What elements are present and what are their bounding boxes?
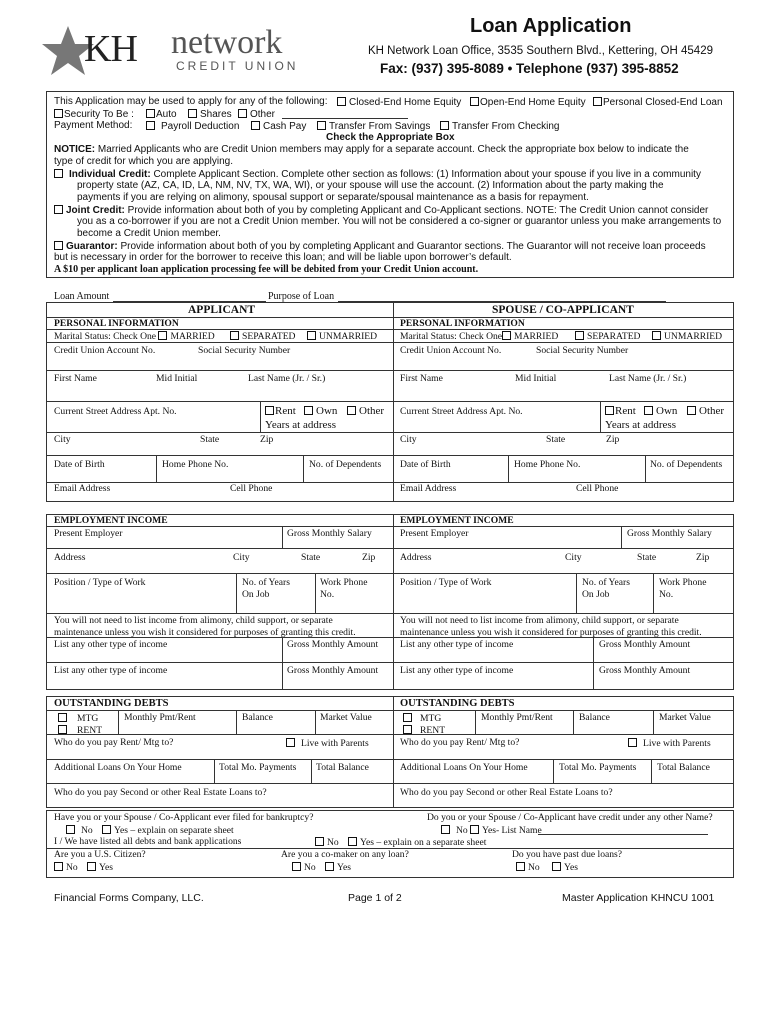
coapplicant-balance-field[interactable]: Balance: [579, 712, 610, 723]
applicant-second-re-field[interactable]: Who do you pay Second or other Real Estate Loans to?: [54, 787, 267, 798]
applicant-mid-initial-field[interactable]: Mid Initial: [156, 373, 198, 384]
applicant-balance-field[interactable]: Balance: [242, 712, 273, 723]
open-end-home-label: Open-End Home Equity: [480, 97, 586, 108]
coapplicant-monthly-pmt-field[interactable]: Monthly Pmt/Rent: [481, 712, 553, 723]
personal-closed-end-label: Personal Closed-End Loan: [603, 97, 723, 108]
citizen-yes-checkbox[interactable]: [87, 862, 96, 871]
coapplicant-separated-label: SEPARATED: [587, 331, 641, 342]
office-contact: Fax: (937) 395-8089 • Telephone (937) 395-8852: [380, 61, 679, 76]
applicant-marital-label: Marital Status: Check One: [54, 331, 157, 342]
coapplicant-rent-debt-label: RENT: [420, 725, 446, 736]
coapplicant-ssn-field[interactable]: Social Security Number: [536, 345, 629, 356]
footer-form-code: Master Application KHNCU 1001: [562, 892, 715, 904]
applicant-employer-state-field[interactable]: State: [301, 552, 321, 563]
applicant-work-phone-label-2: No.: [320, 589, 335, 600]
past-due-yes-label: Yes: [564, 862, 578, 873]
other-name-yes-checkbox[interactable]: [470, 825, 479, 834]
loan-amount-label: Loan Amount: [54, 291, 110, 302]
notice-line1-text: This Application may be used to apply for any of the following:: [54, 96, 328, 107]
coapplicant-first-name-field[interactable]: First Name: [400, 373, 443, 384]
shares-checkbox[interactable]: [188, 109, 197, 118]
listed-all-yes-label: Yes – explain on a separate sheet: [360, 837, 487, 848]
citizen-no-label: No: [66, 862, 78, 873]
coapplicant-alimony-note-2: maintenance unless you wish it considered for purposes of granting this credit.: [400, 627, 702, 638]
bankruptcy-no-label: No: [81, 825, 93, 836]
coapplicant-mtg-checkbox[interactable]: [403, 713, 412, 722]
applicant-unmarried-label: UNMARRIED: [319, 331, 378, 342]
coapplicant-own-checkbox[interactable]: [644, 406, 653, 415]
applicant-debts-heading: OUTSTANDING DEBTS: [54, 698, 169, 709]
coapplicant-married-checkbox[interactable]: [502, 331, 511, 340]
coapplicant-marital-label: Marital Status: Check One: [400, 331, 503, 342]
coapplicant-employment-heading: EMPLOYMENT INCOME: [400, 515, 514, 526]
employment-table: [46, 514, 734, 690]
comaker-question: Are you a co-maker on any loan?: [281, 849, 409, 860]
applicant-city-field[interactable]: City: [54, 434, 71, 445]
transfer-savings-checkbox[interactable]: [317, 121, 326, 130]
coapplicant-market-value-field[interactable]: Market Value: [659, 712, 711, 723]
comaker-no-checkbox[interactable]: [292, 862, 301, 871]
coapplicant-total-balance-field[interactable]: Total Balance: [657, 762, 710, 773]
coapplicant-years-job-label-2: On Job: [582, 589, 610, 600]
applicant-live-parents-checkbox[interactable]: [286, 738, 295, 747]
coapplicant-other-label: Other: [699, 405, 725, 417]
coapplicant-dependents-field[interactable]: No. of Dependents: [650, 459, 723, 470]
individual-credit-checkbox[interactable]: [54, 169, 63, 178]
applicant-dependents-field[interactable]: No. of Dependents: [309, 459, 382, 470]
footer-page-number: Page 1 of 2: [348, 892, 402, 904]
payroll-checkbox[interactable]: [146, 121, 155, 130]
coapplicant-employer-address-field[interactable]: Address: [400, 552, 432, 563]
applicant-who-pay-field[interactable]: Who do you pay Rent/ Mtg to?: [54, 737, 174, 748]
guarantor-label: Guarantor:: [66, 241, 118, 252]
coapplicant-city-field[interactable]: City: [400, 434, 417, 445]
coapplicant-state-field[interactable]: State: [546, 434, 566, 445]
coapplicant-gross-amount-field-2[interactable]: Gross Monthly Amount: [599, 665, 691, 676]
past-due-question: Do you have past due loans?: [512, 849, 623, 860]
coapplicant-zip-field[interactable]: Zip: [606, 434, 620, 445]
applicant-other-checkbox[interactable]: [347, 406, 356, 415]
coapplicant-rent-debt-checkbox[interactable]: [403, 725, 412, 734]
logo-brand: KH: [84, 28, 137, 70]
individual-credit-text-2: property state (AZ, CA, ID, LA, NM, NV, TX, WA, WI), or your spouse will use the account. (2) Information about the party making the: [77, 180, 664, 191]
applicant-years-at-field[interactable]: Years at address: [265, 419, 336, 431]
listed-all-question: I / We have listed all debts and bank applications: [54, 836, 242, 847]
transfer-checking-checkbox[interactable]: [440, 121, 449, 130]
listed-all-no-checkbox[interactable]: [315, 837, 324, 846]
coapplicant-street-field[interactable]: Current Street Address Apt. No.: [400, 406, 523, 417]
bankruptcy-no-checkbox[interactable]: [66, 825, 75, 834]
closed-end-home-checkbox[interactable]: [337, 97, 346, 106]
coapplicant-other-income-field-2[interactable]: List any other type of income: [400, 665, 514, 676]
coapplicant-rent-label: Rent: [615, 405, 636, 417]
applicant-married-checkbox[interactable]: [158, 331, 167, 340]
coapplicant-home-phone-field[interactable]: Home Phone No.: [514, 459, 581, 470]
coapplicant-married-label: MARRIED: [514, 331, 559, 342]
guarantor-checkbox[interactable]: [54, 241, 63, 250]
security-label: Security To Be :: [64, 109, 134, 120]
applicant-other-income-field-2[interactable]: List any other type of income: [54, 665, 168, 676]
applicant-rent-debt-checkbox[interactable]: [58, 725, 67, 734]
coapplicant-other-checkbox[interactable]: [687, 406, 696, 415]
coapplicant-employer-city-field[interactable]: City: [565, 552, 582, 563]
notice-label: NOTICE:: [54, 144, 96, 155]
coapplicant-years-at-field[interactable]: Years at address: [605, 419, 676, 431]
listed-all-no-label: No: [327, 837, 339, 848]
coapplicant-alimony-note: You will not need to list income from alimony, child support, or separate: [400, 615, 679, 626]
other-security-label: Other: [250, 109, 276, 120]
page-title: Loan Application: [470, 15, 632, 37]
office-address: KH Network Loan Office, 3535 Southern Blvd., Kettering, OH 45429: [368, 45, 713, 57]
bankruptcy-yes-label: Yes – explain on separate sheet: [114, 825, 234, 836]
logo: [38, 24, 308, 78]
transfer-checking-label: Transfer From Checking: [452, 121, 560, 132]
coapplicant-email-field[interactable]: Email Address: [400, 483, 457, 494]
citizen-no-checkbox[interactable]: [54, 862, 63, 871]
coapplicant-cell-field[interactable]: Cell Phone: [576, 483, 619, 494]
coapplicant-live-parents-label: Live with Parents: [643, 738, 711, 749]
citizen-yes-label: Yes: [99, 862, 113, 873]
past-due-no-label: No: [528, 862, 540, 873]
open-end-home-checkbox[interactable]: [470, 97, 479, 106]
applicant-rent-label: Rent: [275, 405, 296, 417]
other-name-question: Do you or your Spouse / Co-Applicant have credit under any other Name?: [427, 812, 713, 823]
individual-credit-label: Individual Credit:: [69, 169, 151, 180]
applicant-own-checkbox[interactable]: [304, 406, 313, 415]
coapplicant-gross-salary-field[interactable]: Gross Monthly Salary: [627, 528, 712, 539]
applicant-email-field[interactable]: Email Address: [54, 483, 111, 494]
applicant-dob-field[interactable]: Date of Birth: [54, 459, 105, 470]
applicant-other-income-field[interactable]: List any other type of income: [54, 639, 168, 650]
applicant-mtg-checkbox[interactable]: [58, 713, 67, 722]
applicant-gross-amount-field-2[interactable]: Gross Monthly Amount: [287, 665, 379, 676]
auto-checkbox[interactable]: [146, 109, 155, 118]
coapplicant-additional-loans-field[interactable]: Additional Loans On Your Home: [400, 762, 528, 773]
coapplicant-work-phone-label-2: No.: [659, 589, 674, 600]
payment-method-label: Payment Method:: [54, 120, 133, 131]
past-due-no-checkbox[interactable]: [516, 862, 525, 871]
coapplicant-rent-checkbox[interactable]: [605, 406, 614, 415]
joint-credit-text-3: become a Credit Union member.: [77, 228, 221, 239]
applicant-zip-field[interactable]: Zip: [260, 434, 274, 445]
applicant-other-label: Other: [359, 405, 385, 417]
applicant-monthly-pmt-field[interactable]: Monthly Pmt/Rent: [124, 712, 196, 723]
coapplicant-work-phone-field[interactable]: Work Phone: [659, 577, 707, 588]
applicant-separated-checkbox[interactable]: [230, 331, 239, 340]
joint-credit-label: Joint Credit:: [66, 205, 125, 216]
individual-credit-text-3: payments if you are relying on alimony, spousal support or separate/spousal maintenance as a basis for repayment.: [77, 192, 589, 203]
applicant-gross-salary-field[interactable]: Gross Monthly Salary: [287, 528, 372, 539]
coapplicant-last-name-field[interactable]: Last Name (Jr. / Sr.): [609, 373, 687, 384]
personal-closed-end-checkbox[interactable]: [593, 97, 602, 106]
comaker-yes-label: Yes: [337, 862, 351, 873]
security-checkbox[interactable]: [54, 109, 63, 118]
other-name-no-label: No: [456, 825, 468, 836]
applicant-position-field[interactable]: Position / Type of Work: [54, 577, 146, 588]
payroll-label: Payroll Deduction: [161, 121, 240, 132]
coapplicant-total-payments-field[interactable]: Total Mo. Payments: [559, 762, 637, 773]
coapplicant-unmarried-label: UNMARRIED: [664, 331, 723, 342]
bankruptcy-question: Have you or your Spouse / Co-Applicant ever filed for bankruptcy?: [54, 812, 314, 823]
comaker-yes-checkbox[interactable]: [325, 862, 334, 871]
coapplicant-personal-heading: PERSONAL INFORMATION: [400, 318, 525, 329]
applicant-last-name-field[interactable]: Last Name (Jr. / Sr.): [248, 373, 326, 384]
notice-text-cont: type of credit for which you are applying.: [54, 156, 233, 167]
applicant-account-no-field[interactable]: Credit Union Account No.: [54, 345, 156, 356]
applicant-unmarried-checkbox[interactable]: [307, 331, 316, 340]
applicant-first-name-field[interactable]: First Name: [54, 373, 97, 384]
coapplicant-account-no-field[interactable]: Credit Union Account No.: [400, 345, 502, 356]
other-name-yes-label: Yes- List Name: [482, 825, 542, 836]
closed-end-home-label: Closed-End Home Equity: [349, 97, 462, 108]
joint-credit-text-2: you as a co-borrower if you are not a Credit Union member. You will not be considered a co-signer or guarantor unless you make arrangements to: [77, 216, 722, 227]
applicant-work-phone-field[interactable]: Work Phone: [320, 577, 368, 588]
applicant-state-field[interactable]: State: [200, 434, 220, 445]
coapplicant-own-label: Own: [656, 405, 678, 417]
applicant-separated-label: SEPARATED: [242, 331, 296, 342]
applicant-rent-checkbox[interactable]: [265, 406, 274, 415]
joint-credit-checkbox[interactable]: [54, 205, 63, 214]
applicant-employer-address-field[interactable]: Address: [54, 552, 86, 563]
other-security-checkbox[interactable]: [238, 109, 247, 118]
applicant-gross-amount-field[interactable]: Gross Monthly Amount: [287, 639, 379, 650]
other-name-no-checkbox[interactable]: [441, 825, 450, 834]
bankruptcy-yes-checkbox[interactable]: [102, 825, 111, 834]
notice-text: Married Applicants who are Credit Union members may apply for a separate account. Check the appropriate box below to indicate the: [97, 144, 689, 155]
coapplicant-position-field[interactable]: Position / Type of Work: [400, 577, 492, 588]
check-box-heading: Check the Appropriate Box: [326, 132, 455, 143]
applicant-own-label: Own: [316, 405, 338, 417]
applicant-cell-field[interactable]: Cell Phone: [230, 483, 273, 494]
coapplicant-unmarried-checkbox[interactable]: [652, 331, 661, 340]
applicant-employer-field[interactable]: Present Employer: [54, 528, 123, 539]
coapplicant-dob-field[interactable]: Date of Birth: [400, 459, 451, 470]
applicant-total-payments-field[interactable]: Total Mo. Payments: [219, 762, 297, 773]
applicant-ssn-field[interactable]: Social Security Number: [198, 345, 291, 356]
applicant-market-value-field[interactable]: Market Value: [320, 712, 372, 723]
applicant-street-field[interactable]: Current Street Address Apt. No.: [54, 406, 177, 417]
individual-credit-text: Complete Applicant Section. Complete other section as follows: (1) Information about your spouse if you live in a community: [153, 169, 701, 180]
applicant-personal-heading: PERSONAL INFORMATION: [54, 318, 179, 329]
logo-word: network: [171, 24, 283, 61]
loan-purpose-label: Purpose of Loan: [268, 291, 335, 302]
applicant-additional-loans-field[interactable]: Additional Loans On Your Home: [54, 762, 182, 773]
applicant-employer-zip-field[interactable]: Zip: [362, 552, 376, 563]
citizen-question: Are you a U.S. Citizen?: [54, 849, 146, 860]
listed-all-yes-checkbox[interactable]: [348, 837, 357, 846]
applicant-married-label: MARRIED: [170, 331, 215, 342]
applicant-employer-city-field[interactable]: City: [233, 552, 250, 563]
applicant-employment-heading: EMPLOYMENT INCOME: [54, 515, 168, 526]
coapplicant-separated-checkbox[interactable]: [575, 331, 584, 340]
other-name-field[interactable]: [538, 834, 708, 835]
comaker-no-label: No: [304, 862, 316, 873]
past-due-yes-checkbox[interactable]: [552, 862, 561, 871]
coapplicant-gross-amount-field[interactable]: Gross Monthly Amount: [599, 639, 691, 650]
cash-pay-checkbox[interactable]: [251, 121, 260, 130]
coapplicant-employer-zip-field[interactable]: Zip: [696, 552, 710, 563]
coapplicant-live-parents-checkbox[interactable]: [628, 738, 637, 747]
coapplicant-heading: SPOUSE / CO-APPLICANT: [492, 304, 634, 316]
coapplicant-who-pay-field[interactable]: Who do you pay Rent/ Mtg to?: [400, 737, 520, 748]
applicant-home-phone-field[interactable]: Home Phone No.: [162, 459, 229, 470]
applicant-heading: APPLICANT: [188, 304, 256, 316]
applicant-total-balance-field[interactable]: Total Balance: [316, 762, 369, 773]
applicant-mtg-label: MTG: [77, 713, 99, 724]
applicant-alimony-note: You will not need to list income from alimony, child support, or separate: [54, 615, 333, 626]
applicant-alimony-note-2: maintenance unless you wish it considered for purposes of granting this credit.: [54, 627, 356, 638]
footer-company: Financial Forms Company, LLC.: [54, 892, 204, 904]
coapplicant-debts-heading: OUTSTANDING DEBTS: [400, 698, 515, 709]
coapplicant-second-re-field[interactable]: Who do you pay Second or other Real Estate Loans to?: [400, 787, 613, 798]
cash-pay-label: Cash Pay: [263, 121, 307, 132]
auto-label: Auto: [156, 109, 177, 120]
coapplicant-mtg-label: MTG: [420, 713, 442, 724]
coapplicant-mid-initial-field[interactable]: Mid Initial: [515, 373, 557, 384]
guarantor-text: Provide information about both of you by completing Applicant and Guarantor sections. The Guarantor will not receive loan proceeds: [120, 241, 706, 252]
applicant-years-job-field[interactable]: No. of Years: [242, 577, 290, 588]
other-security-line[interactable]: [282, 118, 408, 119]
applicant-years-job-label-2: On Job: [242, 589, 270, 600]
coapplicant-other-income-field[interactable]: List any other type of income: [400, 639, 514, 650]
coapplicant-years-job-field[interactable]: No. of Years: [582, 577, 630, 588]
processing-fee-note: A $10 per applicant loan application processing fee will be debited from your Credit Union account.: [54, 264, 479, 275]
guarantor-text-2: but is necessary in order for the borrower to receive this loan; and will be liable upon borrower’s default.: [54, 252, 512, 263]
applicant-live-parents-label: Live with Parents: [301, 738, 369, 749]
logo-sub: CREDIT UNION: [176, 59, 299, 73]
applicant-rent-debt-label: RENT: [77, 725, 103, 736]
joint-credit-text: Provide information about both of you by completing Applicant and Co-Applicant sections. NOTE: The Credit Union cannot consider: [127, 205, 709, 216]
notice-line1: [54, 97, 328, 107]
transfer-savings-label: Transfer From Savings: [329, 121, 431, 132]
coapplicant-employer-state-field[interactable]: State: [637, 552, 657, 563]
coapplicant-employer-field[interactable]: Present Employer: [400, 528, 469, 539]
shares-label: Shares: [200, 109, 232, 120]
